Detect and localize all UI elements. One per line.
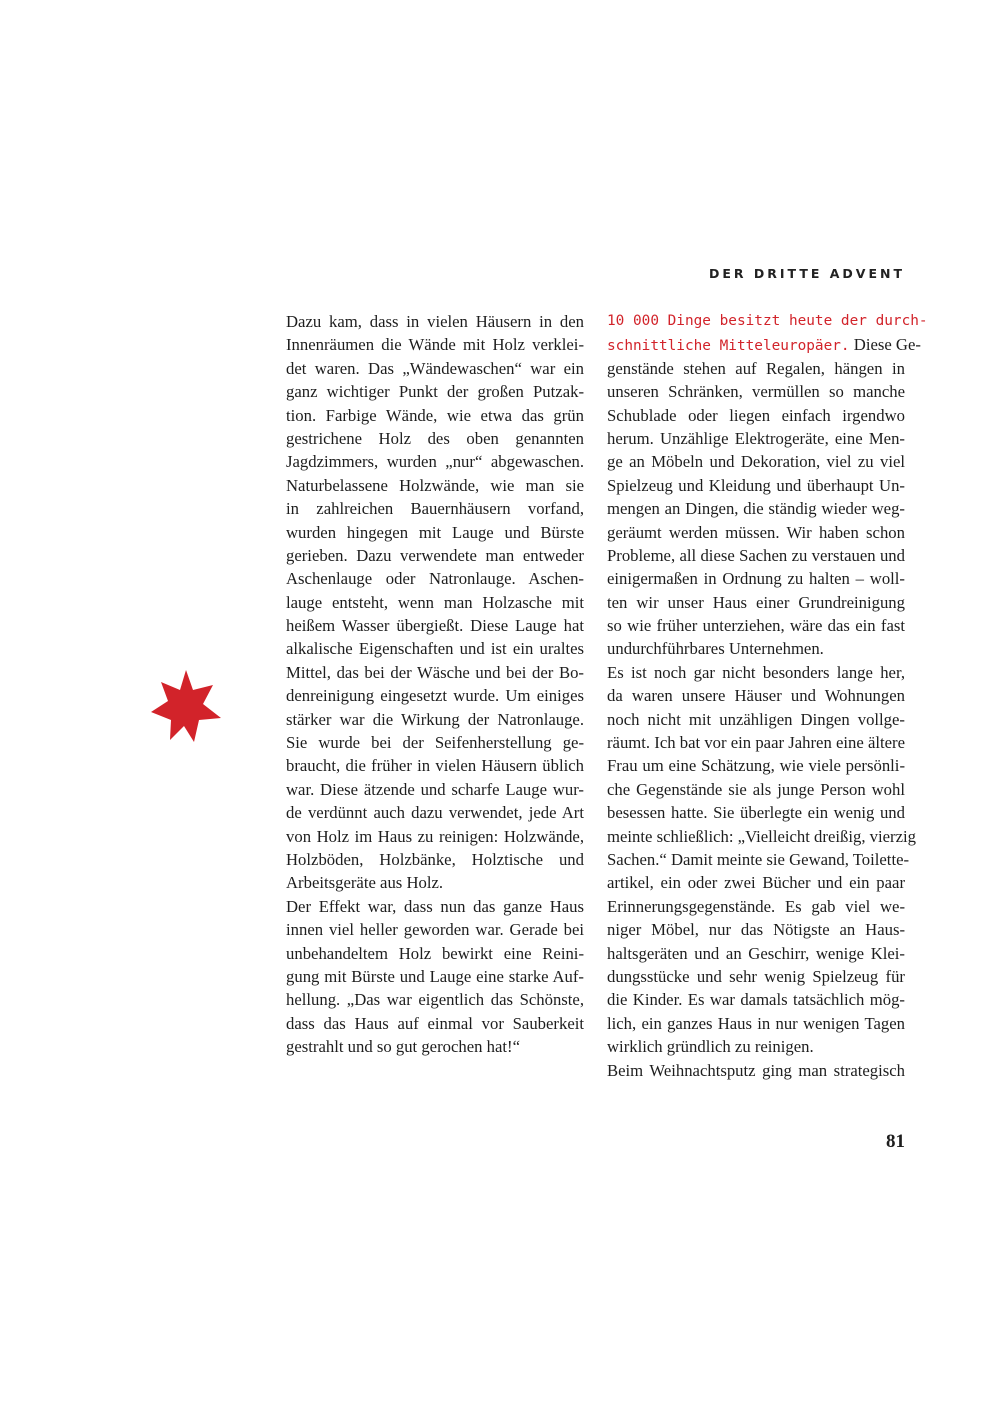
text-line: Der Effekt war, dass nun das ganze Haus <box>286 896 584 916</box>
text-line: Erinnerungsgegenstände. Es gab viel we- <box>607 896 905 916</box>
text-line: Aschenlauge oder Natronlauge. Aschen- <box>286 569 584 589</box>
right-text-column <box>607 310 928 1082</box>
highlighted-text: schnittliche Mitteleuropäer. <box>607 338 850 355</box>
seven-pointed-star-shape <box>151 670 221 742</box>
text-line: ganz wichtiger Punkt der großen Putzak- <box>286 382 584 402</box>
page-number: 81 <box>886 1131 905 1152</box>
text-line: det waren. Das „Wändewaschen“ war ein <box>286 358 584 378</box>
text-line: de verdünnt auch dazu verwendet, jede Art <box>286 803 584 823</box>
text-line: Es ist noch gar nicht besonders lange her, <box>607 662 905 682</box>
text-line: niger Möbel, nur das Nötigste an Haus- <box>607 920 905 940</box>
left-text-column <box>286 310 584 1059</box>
text-line: die Kinder. Es war damals tatsächlich mög- <box>607 990 905 1010</box>
text-line: ten wir unser Haus einer Grundreinigung <box>607 592 905 612</box>
text-line: innen viel heller geworden war. Gerade bei <box>286 920 584 940</box>
text-line: so wie früher unterziehen, wäre das ein fast <box>607 616 905 636</box>
text-line: mengen an Dingen, die ständig wieder weg- <box>607 499 905 519</box>
text-line: Innenräumen die Wände mit Holz verklei- <box>286 335 584 355</box>
star-icon <box>151 670 221 742</box>
text-line: genstände stehen auf Regalen, hängen in <box>607 358 905 378</box>
text-line: Arbeitsgeräte aus Holz. <box>286 873 444 893</box>
text-line: Probleme, all diese Sachen zu verstauen und <box>607 545 905 565</box>
text-line: dass das Haus auf einmal vor Sauberkeit <box>286 1013 584 1033</box>
mixed-text-line <box>607 333 921 356</box>
text-line: Spielzeug und Kleidung und überhaupt Un- <box>607 475 905 495</box>
text-line: heißem Wasser übergießt. Diese Lauge hat <box>286 616 584 636</box>
text-line: noch nicht mit unzähligen Dingen vollge- <box>607 709 905 729</box>
text-line: einigermaßen in Ordnung zu halten – woll- <box>607 569 905 589</box>
text-line: Sie wurde bei der Seifenherstellung ge- <box>286 733 584 753</box>
text-line: tion. Farbige Wände, wie etwa das grün <box>286 405 584 425</box>
text-fragment: Diese Ge- <box>853 335 921 355</box>
text-line: denreinigung eingesetzt wurde. Um einiges <box>286 686 584 706</box>
text-line: wirklich gründlich zu reinigen. <box>607 1037 814 1057</box>
text-line: hellung. „Das war eigentlich das Schönste, <box>286 990 584 1010</box>
text-line: stärker war die Wirkung der Natronlauge. <box>286 709 584 729</box>
text-line: gung mit Bürste und Lauge eine starke Auf- <box>286 966 584 986</box>
text-line: braucht, die früher in vielen Häusern üblich <box>286 756 584 776</box>
text-line: Beim Weihnachtsputz ging man strategisch <box>607 1060 905 1080</box>
text-line: meinte schließlich: „Vielleicht dreißig, vierzig <box>607 826 916 846</box>
text-line: Holzböden, Holzbänke, Holztische und <box>286 849 584 869</box>
text-line: haltsgeräten und an Geschirr, wenige Klei- <box>607 943 905 963</box>
text-line: besessen hatte. Sie überlegte ein wenig und <box>607 803 905 823</box>
text-line: Dazu kam, dass in vielen Häusern in den <box>286 312 584 331</box>
text-line: Frau um eine Schätzung, wie viele persönli- <box>607 756 905 776</box>
text-line: ge an Möbeln und Dekoration, viel zu viel <box>607 452 905 472</box>
text-line: geräumt werden müssen. Wir haben schon <box>607 522 905 542</box>
text-line: gestrichene Holz des oben genannten <box>286 428 584 448</box>
text-line: da waren unsere Häuser und Wohnungen <box>607 686 905 706</box>
text-line: von Holz im Haus zu reinigen: Holzwände, <box>286 826 584 846</box>
text-line: Naturbelassene Holzwände, wie man sie <box>286 475 584 495</box>
text-line: lauge entsteht, wenn man Holzasche mit <box>286 592 584 612</box>
text-line: in zahlreichen Bauernhäusern vorfand, <box>286 499 584 519</box>
text-line: war. Diese ätzende und scharfe Lauge wur- <box>286 779 584 799</box>
text-line: artikel, ein oder zwei Bücher und ein paar <box>607 873 905 893</box>
running-head: DER DRITTE ADVENT <box>708 266 905 281</box>
text-line: unseren Schränken, vermüllen so manche <box>607 382 905 402</box>
text-line: dungsstücke und sehr wenig Spielzeug für <box>607 966 905 986</box>
text-line: alkalische Eigenschaften und ist ein uraltes <box>286 639 584 659</box>
text-line: undurchführbares Unternehmen. <box>607 639 824 659</box>
text-line: gerieben. Dazu verwendete man entweder <box>286 545 584 565</box>
text-line: wurden hingegen mit Lauge und Bürste <box>286 522 584 542</box>
text-line: Schublade oder liegen einfach irgendwo <box>607 405 905 425</box>
text-line: gestrahlt und so gut gerochen hat!“ <box>286 1037 521 1057</box>
text-line: lich, ein ganzes Haus in nur wenigen Tagen <box>607 1013 905 1033</box>
text-line: unbehandeltem Holz bewirkt eine Reini- <box>286 943 584 963</box>
text-line: Sachen.“ Damit meinte sie Gewand, Toilette- <box>607 849 910 869</box>
text-line: che Gegenstände sie als junge Person wohl <box>607 779 905 799</box>
text-line: räumt. Ich bat vor ein paar Jahren eine ältere <box>607 733 905 753</box>
highlighted-text-line: 10 000 Dinge besitzt heute der durch- <box>607 313 928 329</box>
text-line: Mittel, das bei der Wäsche und bei der Bo- <box>286 662 584 682</box>
text-line: herum. Unzählige Elektrogeräte, eine Men- <box>607 428 905 448</box>
text-line: Jagdzimmers, wurden „nur“ abgewaschen. <box>286 452 584 472</box>
